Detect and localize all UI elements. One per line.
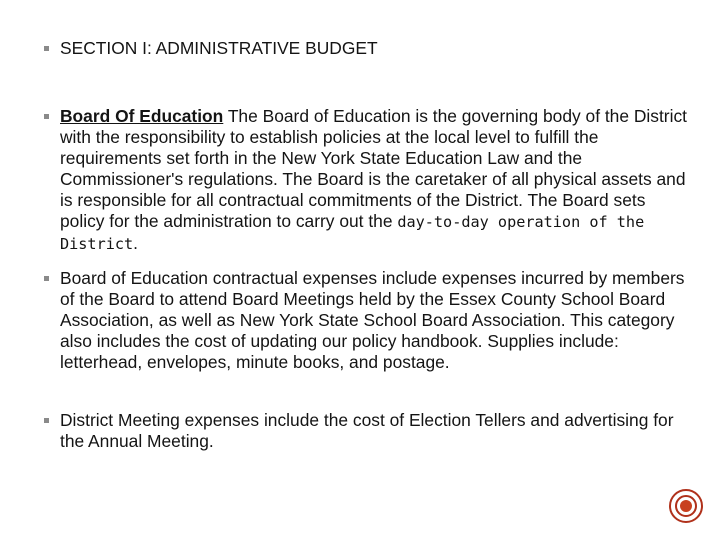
- board-of-education-body-end: .: [133, 233, 138, 253]
- board-of-education-title: Board Of Education: [60, 106, 224, 126]
- bullet-marker: [44, 418, 49, 423]
- bullet-marker: [44, 276, 49, 281]
- board-of-education-paragraph: [60, 106, 694, 255]
- district-meeting-paragraph: District Meeting expenses include the cost of Election Tellers and advertising for the Annual Meeting.: [60, 410, 674, 451]
- circle-nav-icon[interactable]: [669, 489, 703, 523]
- contractual-expenses-paragraph: Board of Education contractual expenses include expenses incurred by members of the Board to attend Board Meetings held by the Essex County School Board Association, as well as New York State School Board Association. This category also includes the cost of updating our policy handbook. Supplies include: letterhead, envelopes, minute books, and postage.: [60, 268, 685, 372]
- board-of-education-body: The Board of Education is the governing body of the District with the responsibility to establish policies at the local level to fulfill the requirements set forth in the New York State Education Law and the Commissioner's regulations. The Board is the caretaker of all physical assets and is responsible for all contractual commitments of the District. The Board sets policy for the administration to carry out the: [60, 106, 687, 231]
- board-of-education-body-mono: day-to-day operation of the District: [60, 213, 645, 253]
- nav-core: [680, 500, 692, 512]
- bullet-marker: [44, 46, 49, 51]
- section-heading: SECTION I: ADMINISTRATIVE BUDGET: [60, 38, 378, 58]
- bullet-marker: [44, 114, 49, 119]
